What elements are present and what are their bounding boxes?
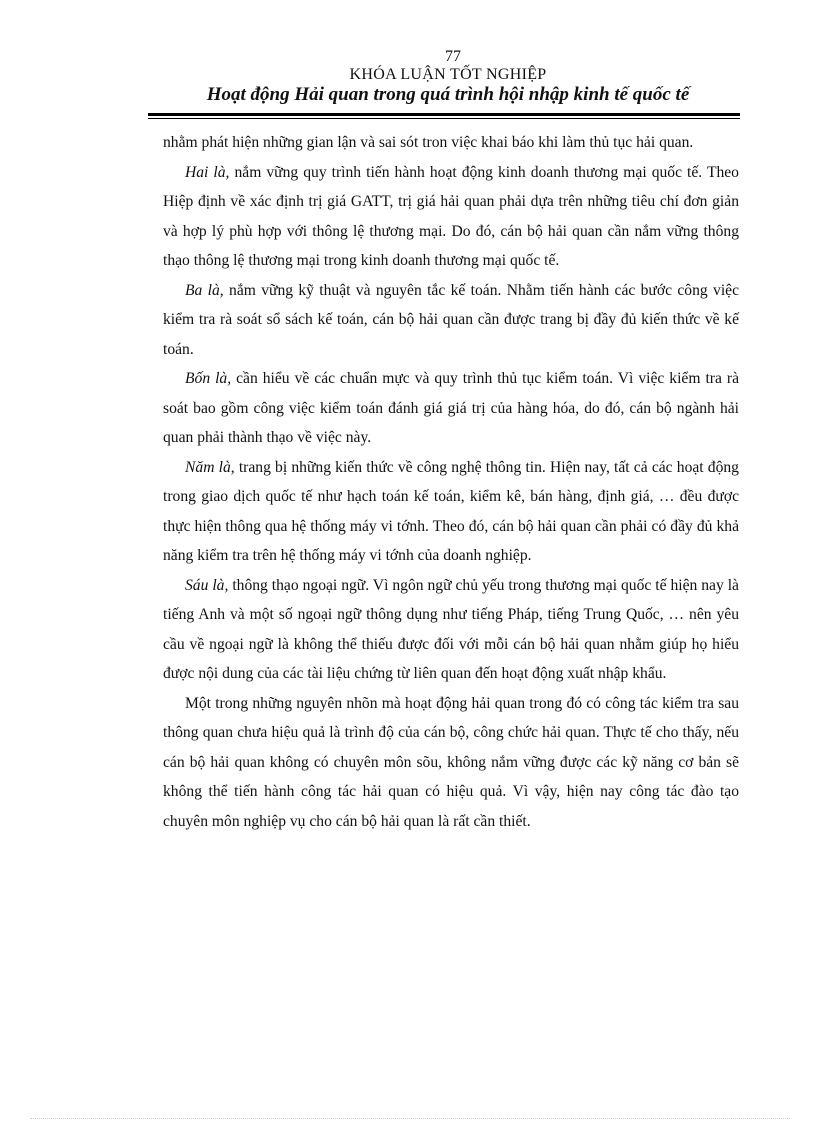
page-header: [150, 48, 746, 106]
paragraph-continuation: [163, 128, 739, 158]
paragraph-lead: Sáu là,: [185, 576, 229, 594]
paragraph-ba-la: [163, 276, 739, 365]
page-bottom-border: [30, 1118, 790, 1119]
paragraph-lead: Năm là: [185, 458, 231, 476]
paragraph-text: nắm vững quy trình tiến hành hoạt động kinh doanh thương mại quốc tế. Theo Hiệp định về xác định trị giá GATT, trị giá hải quan phải dựa trên những tiêu chí đơn giản và hợp lý phù hợp với thông lệ thương mại. Do đó, cán bộ hải quan cần nắm vững thông thạo thông lệ thương mại trong kinh doanh thương mại quốc tế.: [163, 163, 739, 269]
thesis-label: KHÓA LUẬN TỐT NGHIỆP: [349, 66, 547, 83]
paragraph-lead: Ba là,: [185, 281, 224, 299]
paragraph-bon-la: [163, 364, 739, 453]
paragraph-text: cần hiểu về các chuẩn mực và quy trình thủ tục kiểm toán. Vì việc kiểm tra rà soát bao gồm công việc kiểm toán đánh giá giá trị của hàng hóa, do đó, cán bộ ngành hải quan phải thành thạo về việc này.: [163, 370, 739, 446]
paragraph-sau-la: [163, 571, 739, 689]
paragraph-hai-la: [163, 158, 739, 276]
paragraph-text: Một trong những nguyên nhõn mà hoạt động hải quan trong đó có công tác kiểm tra sau thông quan chưa hiệu quả là trình độ của cán bộ, công chức hải quan. Thực tế cho thấy, nếu cán bộ hải quan không có chuyên môn sõu, không nắm vững được các kỹ năng cơ bản sẽ không thể tiến hành công tác hải quan có hiệu quả. Vì vậy, hiện nay công tác đào tạo chuyên môn nghiệp vụ cho cán bộ hải quan là rất cần thiết.: [163, 694, 739, 830]
paragraph-conclusion: [163, 689, 739, 837]
paragraph-text: thông thạo ngoại ngữ. Vì ngôn ngữ chủ yếu trong thương mại quốc tế hiện nay là tiếng Anh và một số ngoại ngữ thông dụng như tiếng Pháp, tiếng Trung Quốc, … nên yêu cầu về ngoại ngữ là không thể thiếu được đối với mỗi cán bộ hải quan nhằm giúp họ hiểu được nội dung của các tài liệu chứng từ liên quan đến hoạt động xuất nhập khẩu.: [163, 576, 739, 682]
paragraph-text: nhằm phát hiện những gian lận và sai sót tron việc khai báo khi làm thủ tục hải quan.: [163, 134, 694, 151]
body-text: [163, 128, 739, 836]
paragraph-text: , trang bị những kiến thức về công nghệ thông tin. Hiện nay, tất cả các hoạt động trong giao dịch quốc tế như hạch toán kế toán, kiểm kê, bán hàng, định giá, … đều được thực hiện thông qua hệ thống máy vi tớnh. Theo đó, cán bộ hải quan cần phải có đầy đủ khả năng kiểm tra trên hệ thống máy vi tớnh của doanh nghiệp.: [163, 458, 739, 564]
paragraph-lead: Hai là,: [185, 163, 230, 181]
header-rule-thin: [148, 118, 740, 119]
paragraph-lead: Bốn là,: [185, 370, 232, 387]
paragraph-nam-la: [163, 453, 739, 571]
page-number: 77: [445, 48, 461, 65]
paragraph-text: nắm vững kỹ thuật và nguyên tắc kế toán. Nhằm tiến hành các bước công việc kiểm tra rà soát sổ sách kế toán, cán bộ hải quan cần được trang bị đầy đủ kiến thức về kế toán.: [163, 281, 739, 358]
thesis-title: Hoạt động Hải quan trong quá trình hội nhập kinh tế quốc tế: [206, 84, 690, 105]
header-rule-thick: [148, 113, 740, 116]
